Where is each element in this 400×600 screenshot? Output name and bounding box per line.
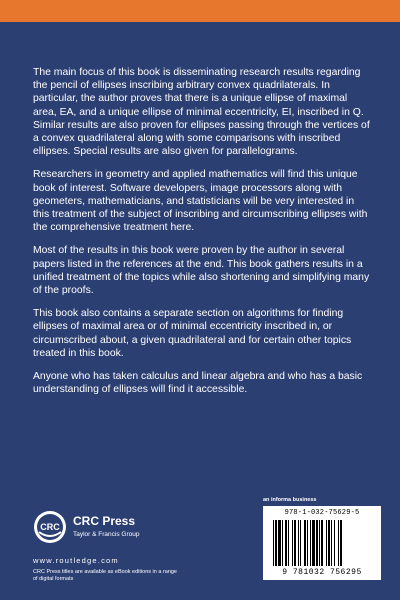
barcode-bars bbox=[273, 520, 371, 566]
publisher-group: Taylor & Francis Group bbox=[73, 531, 140, 538]
publisher-logo bbox=[33, 510, 253, 550]
blurb-paragraph: Most of the results in this book were proven by the author in several papers listed in the references at the end. This book gathers results in a unified treatment of the topics while also shortening and simplifying many of the proofs. bbox=[33, 245, 370, 297]
blurb-paragraph: The main focus of this book is disseminating research results regarding the pencil of ellipses inscribing arbitrary convex quadrilaterals. In particular, the author proves that there is a unique ellipse of maximal area, EA, and a unique ellipse of minimal eccentricity, EI, inscribed in Q. Similar results are also proven for ellipses passing through the vertices of a convex quadrilateral along with some comparisons with inscribed ellipses. Special results are also given for parallelograms. bbox=[33, 67, 370, 158]
blurb-paragraph: Researchers in geometry and applied mathematics will find this unique book of interest. Software developers, image processors along with geometers, mathematicians, and statisticians will be very interested in this treatment of the subject of inscribing and circumscribing ellipses with the comprehensive treatment here. bbox=[33, 169, 368, 234]
top-accent-strip bbox=[0, 0, 400, 22]
logo-mark-text: CRC bbox=[40, 522, 60, 532]
isbn-barcode bbox=[263, 506, 381, 580]
blurb-paragraph: Anyone who has taken calculus and linear algebra and who has a basic understanding of ellipses will find it accessible. bbox=[33, 371, 363, 396]
crc-press-logo-icon bbox=[33, 510, 67, 544]
blurb-paragraph: This book also contains a separate section on algorithms for finding ellipses of maximal area or of minimal eccentricity inscribed in, or circumscribed about, a given quadrilateral and for certain other topics treated in this book. bbox=[33, 308, 352, 359]
isbn-number: 978-1-032-75629-5 bbox=[284, 509, 360, 517]
barcode-digits: 9 781032 756295 bbox=[282, 568, 362, 577]
back-cover-blurb bbox=[33, 66, 373, 406]
publisher-name: CRC Press bbox=[73, 514, 136, 528]
informa-tagline: an informa business bbox=[263, 497, 317, 503]
publisher-url[interactable]: www.routledge.com bbox=[33, 556, 119, 565]
ebook-note: CRC Press titles are available as eBook editions in a range of digital formats bbox=[33, 569, 177, 582]
